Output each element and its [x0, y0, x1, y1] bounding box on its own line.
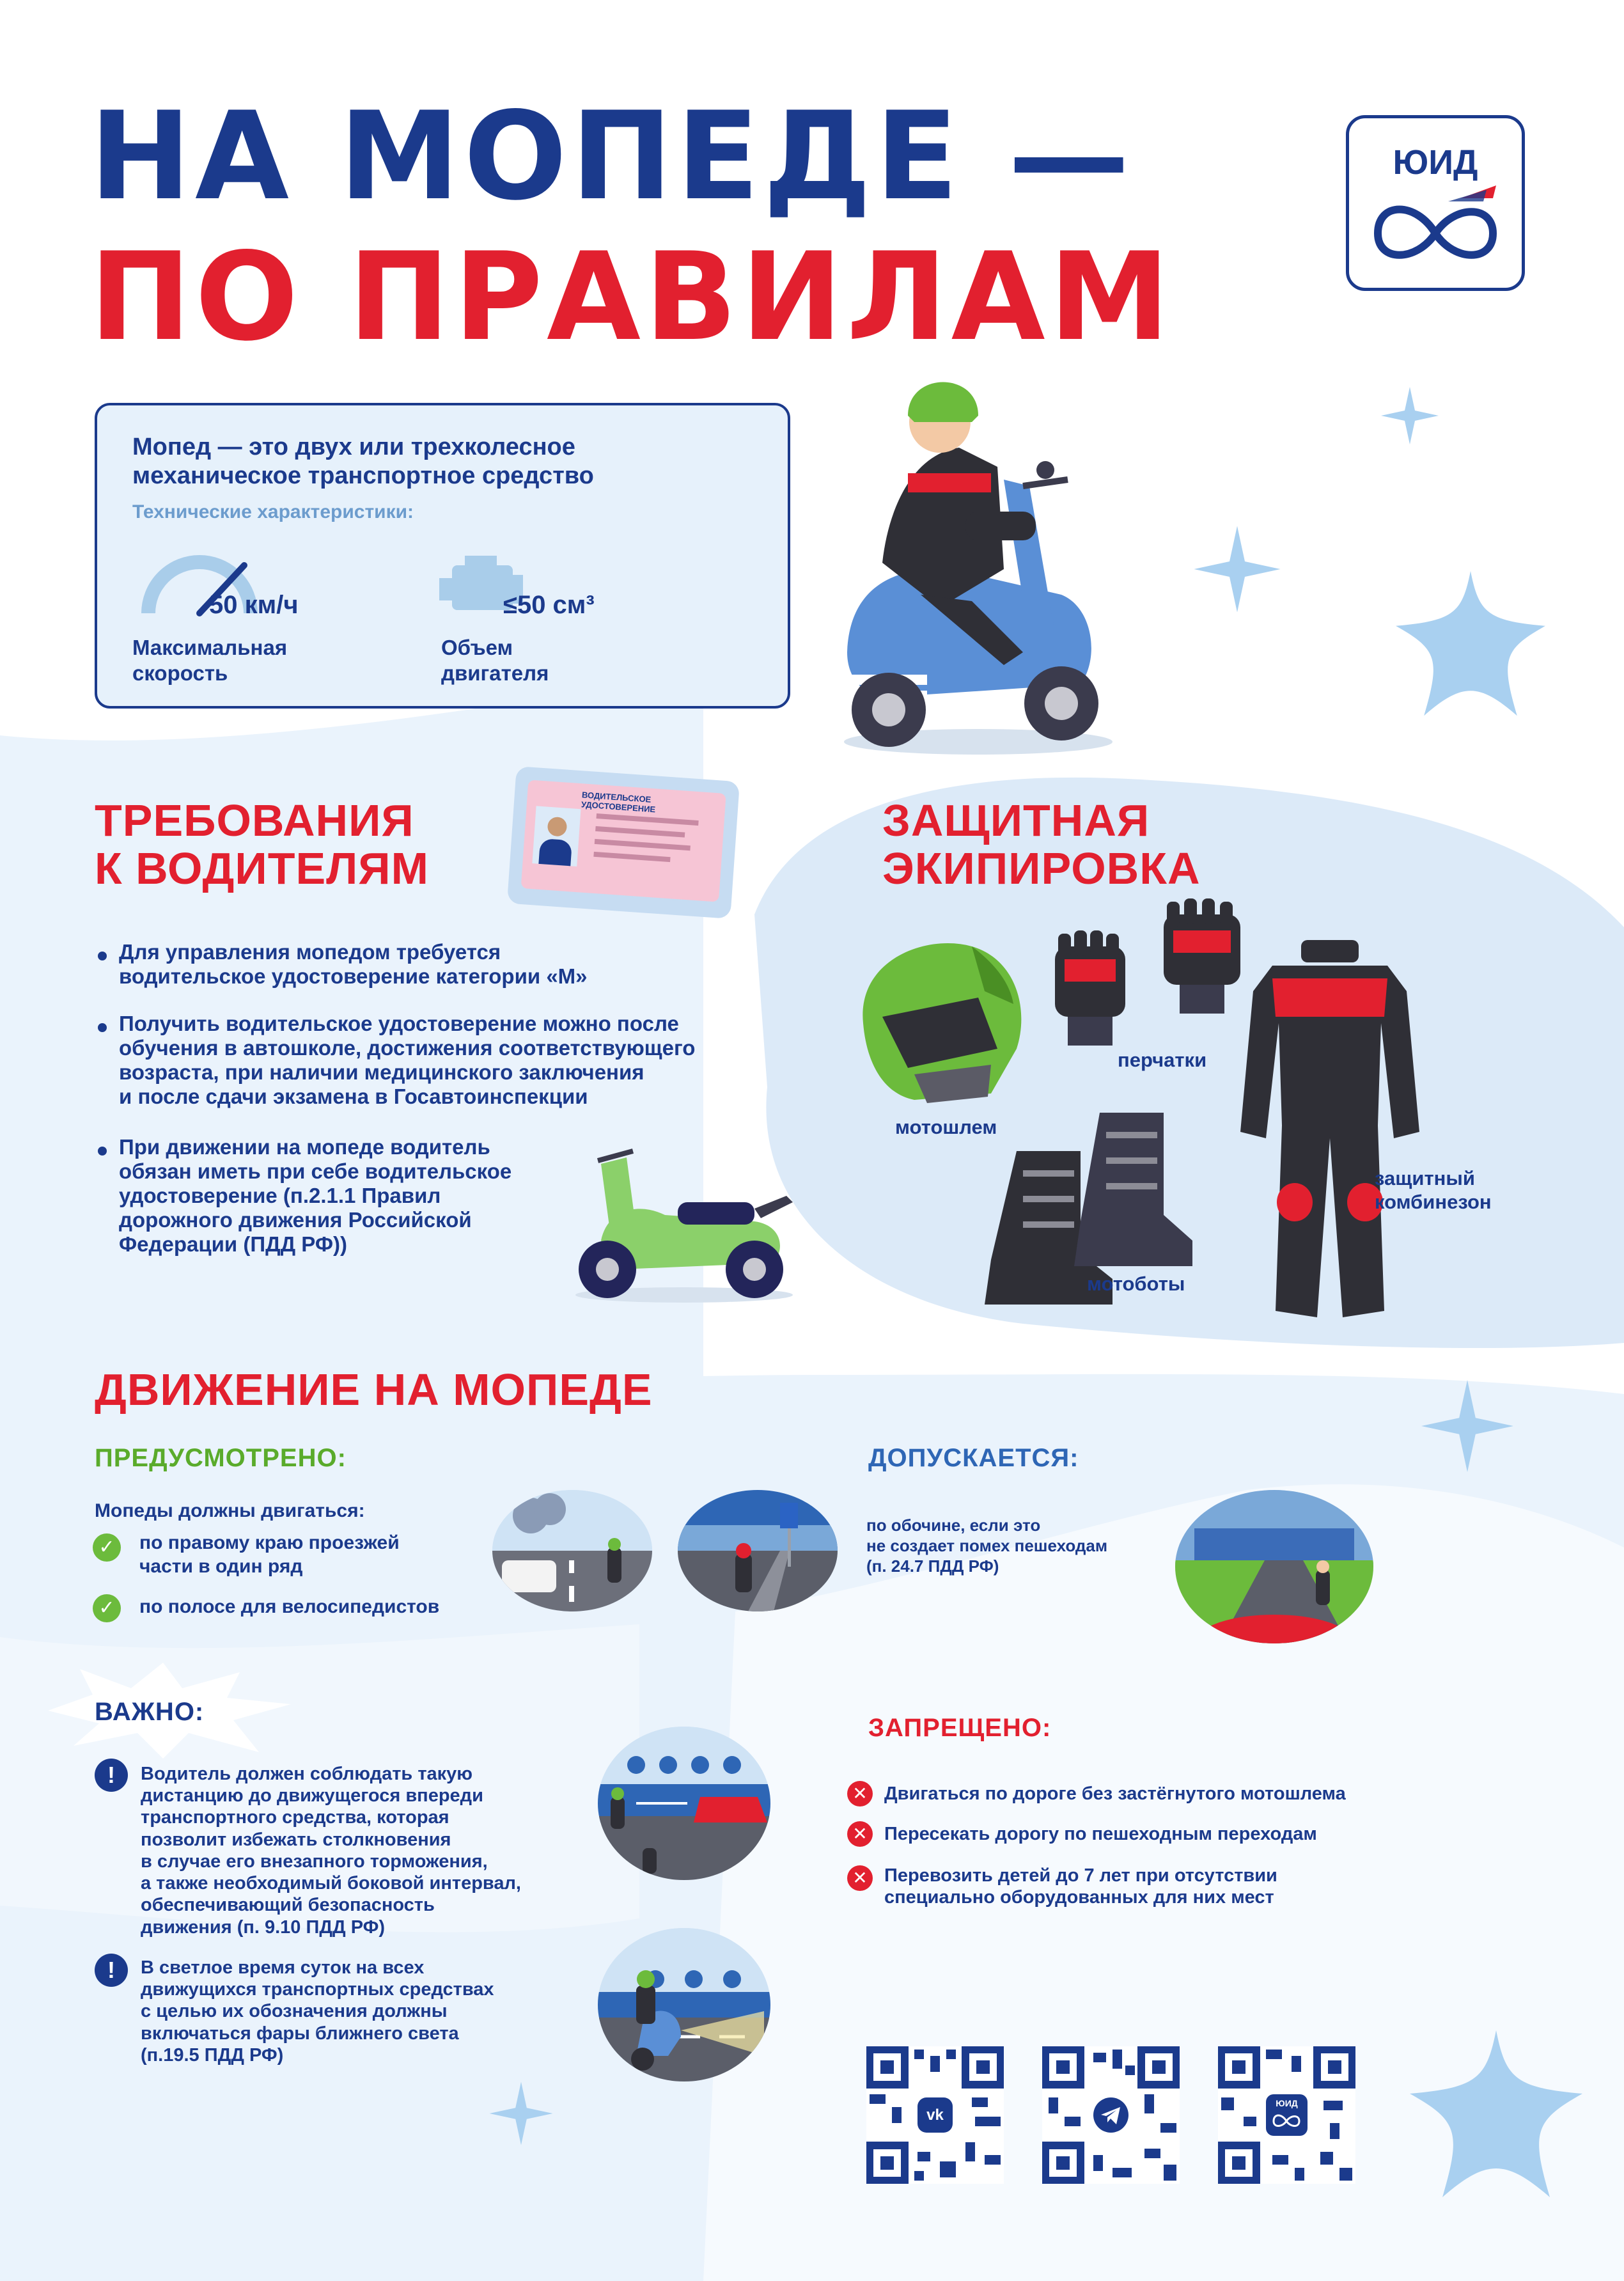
license-card-header: ВОДИТЕЛЬСКОЕ УДОСТОВЕРЕНИЕ [581, 790, 656, 815]
important-item-1-line4: позволит избежать столкновения [141, 1829, 451, 1850]
engine-label-2: двигателя [441, 661, 549, 685]
check-icon: ✓ [93, 1533, 121, 1562]
definition-line2: механическое транспортное средство [132, 462, 594, 489]
speed-value: 50 км/ч [209, 591, 299, 619]
distance-illustration [598, 1727, 770, 1880]
vk-icon: vk [917, 2097, 953, 2133]
cross-icon: ✕ [847, 1781, 873, 1807]
bullet-icon [98, 952, 107, 960]
suit-label-2: комбинезон [1375, 1191, 1492, 1213]
yuid-logo [1346, 115, 1525, 291]
right-edge-road-illustration [492, 1490, 652, 1611]
star-decoration [1378, 384, 1442, 448]
helmet-label: мотошлем [895, 1116, 997, 1138]
infinity-logo-icon [1365, 182, 1506, 272]
speed-label-2: скорость [132, 661, 228, 685]
important-item-2-line5: (п.19.5 ПДД РФ) [141, 2044, 284, 2065]
forbidden-item-3-line2: специально оборудованных для них мест [884, 1887, 1274, 1908]
requirement-1-line2: водительское удостоверение категории «М» [119, 964, 588, 988]
engine-value: ≤50 см³ [503, 591, 595, 619]
requirement-2-line4: и после сдачи экзамена в Госавтоинспекции [119, 1085, 588, 1108]
requirement-3-line1: При движении на мопеде водитель [119, 1135, 490, 1159]
speed-label-1: Максимальная [132, 636, 288, 659]
qr-badge-text: ЮИД [1276, 2098, 1298, 2108]
driver-license-card [507, 766, 740, 919]
important-item-1-line5: в случае его внезапного торможения, [141, 1851, 488, 1872]
important-item-2-line3: с целью их обозначения должны [141, 2001, 448, 2022]
exclamation-icon: ! [95, 1759, 128, 1792]
requirement-3-line5: Федерации (ПДД РФ)) [119, 1232, 347, 1256]
gloves-label: перчатки [1118, 1049, 1207, 1071]
important-item-1-line8: движения (п. 9.10 ПДД РФ) [141, 1917, 386, 1938]
provided-title: ПРЕДУСМОТРЕНО: [95, 1444, 347, 1472]
telegram-icon [1093, 2097, 1128, 2133]
requirement-3-line4: дорожного движения Российской [119, 1208, 472, 1232]
provided-item-1-line1: по правому краю проезжей [139, 1532, 400, 1553]
page-title-line2: ПО ПРАВИЛАМ [90, 226, 1174, 368]
green-moped-illustration [563, 1138, 806, 1305]
requirement-2-line3: возраста, при наличии медицинского заключения [119, 1060, 644, 1084]
gloves-illustration [1049, 895, 1253, 1055]
requirements-title-line1: ТРЕБОВАНИЯ [95, 796, 414, 845]
important-title: ВАЖНО: [95, 1698, 205, 1726]
provided-item-2: по полосе для велосипедистов [139, 1596, 440, 1617]
boots-label: мотоботы [1087, 1273, 1185, 1295]
moped-definition-box [95, 403, 790, 709]
yuid-qr-logo-icon [1266, 2094, 1308, 2136]
equipment-title-line1: ЗАЩИТНАЯ [882, 796, 1150, 845]
forbidden-item-2: Пересекать дорогу по пешеходным переходам [884, 1824, 1317, 1844]
page-title-line1: НА МОПЕДЕ — [90, 86, 1134, 227]
star-decoration [1416, 1375, 1519, 1477]
bike-lane-illustration [678, 1490, 838, 1611]
license-photo-icon [532, 806, 581, 866]
star-decoration [486, 2078, 556, 2149]
movement-title: ДВИЖЕНИЕ НА МОПЕДЕ [95, 1365, 653, 1415]
exclamation-icon: ! [95, 1954, 128, 1987]
qr-code-telegram[interactable] [1042, 2046, 1180, 2184]
important-item-2 [141, 1957, 494, 2066]
bullet-icon [98, 1023, 107, 1032]
check-icon: ✓ [93, 1594, 121, 1622]
qr-code-vk[interactable] [866, 2046, 1004, 2184]
star-decoration [1387, 563, 1554, 729]
allowed-line2: не создает помех пешеходам [866, 1536, 1108, 1555]
allowed-title: ДОПУСКАЕТСЯ: [868, 1444, 1079, 1472]
rider-on-scooter-illustration [812, 352, 1119, 761]
logo-text: ЮИД [1393, 143, 1478, 182]
important-item-2-line2: движущихся транспортных средствах [141, 1979, 494, 2000]
suit-label-1: защитный [1375, 1167, 1475, 1189]
qr-code-yuid[interactable] [1218, 2046, 1355, 2184]
forbidden-item-1: Двигаться по дороге без застёгнутого мотошлема [884, 1783, 1346, 1804]
equipment-title-line2: ЭКИПИРОВКА [882, 843, 1201, 893]
provided-item-1-line2: части в один ряд [139, 1556, 303, 1577]
requirements-title-line2: К ВОДИТЕЛЯМ [95, 843, 429, 893]
important-item-1-line6: а также необходимый боковой интервал, [141, 1873, 521, 1894]
important-item-1-line3: транспортного средства, которая [141, 1807, 449, 1828]
important-item-1-line1: Водитель должен соблюдать такую [141, 1764, 473, 1784]
bullet-icon [98, 1147, 107, 1156]
requirement-3-line3: удостоверение (п.2.1.1 Правил [119, 1184, 441, 1207]
definition-line1: Мопед — это двух или трехколесное [132, 434, 575, 460]
engine-label-1: Объем [441, 636, 513, 659]
provided-intro: Мопеды должны двигаться: [95, 1500, 365, 1521]
star-decoration [1189, 521, 1285, 617]
motorcycle-helmet-illustration [844, 921, 1036, 1113]
requirement-2-line1: Получить водительское удостоверение можно после [119, 1012, 679, 1035]
forbidden-title: ЗАПРЕЩЕНО: [868, 1714, 1052, 1742]
protective-suit-illustration [1234, 940, 1426, 1324]
allowed-line3: (п. 24.7 ПДД РФ) [866, 1556, 999, 1576]
requirement-3-line2: обязан иметь при себе водительское [119, 1159, 512, 1183]
roadside-illustration [1175, 1490, 1373, 1643]
cross-icon: ✕ [847, 1821, 873, 1847]
requirement-1-line1: Для управления мопедом требуется [119, 940, 501, 964]
important-item-1-line7: обеспечивающий безопасность [141, 1895, 435, 1916]
headlight-illustration [598, 1928, 770, 2081]
forbidden-item-3-line1: Перевозить детей до 7 лет при отсутствии [884, 1865, 1277, 1886]
requirement-2-line2: обучения в автошколе, достижения соответствующего [119, 1036, 696, 1060]
important-item-1-line2: дистанцию до движущегося впереди [141, 1785, 483, 1807]
cross-icon: ✕ [847, 1865, 873, 1891]
allowed-line1: по обочине, если это [866, 1516, 1041, 1535]
important-item-2-line4: включаться фары ближнего света [141, 2023, 459, 2044]
specs-title: Технические характеристики: [132, 501, 414, 522]
important-item-1 [141, 1763, 521, 1938]
important-item-2-line1: В светлое время суток на всех [141, 1957, 425, 1978]
star-decoration [1400, 2021, 1592, 2213]
